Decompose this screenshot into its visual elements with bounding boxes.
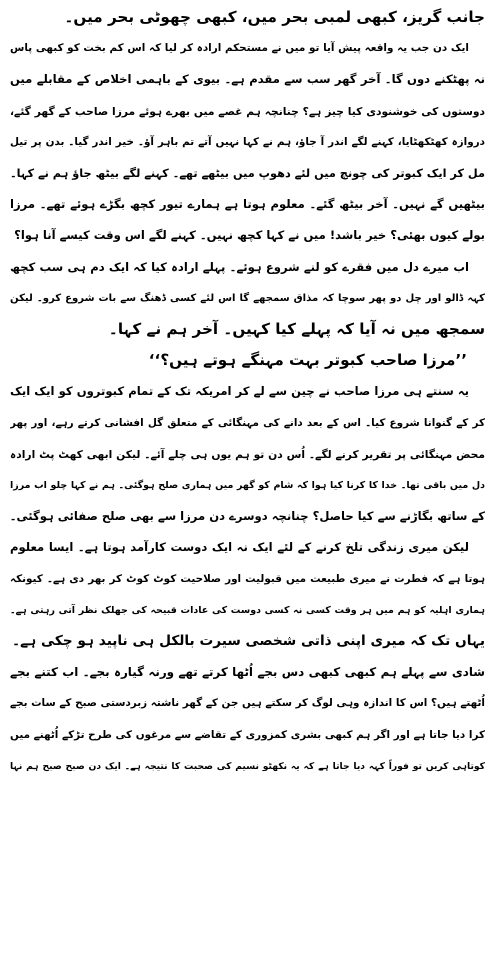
text-line: یہ سنتے ہی مرزا صاحب نے چین سے لے کر امریکہ تک کے تمام کبوتروں کو ایک ایک bbox=[10, 384, 469, 399]
text-line: لیکن میری زندگی تلخ کرنے کے لئے ایک نہ ایک دوست کارآمد ہوتا ہے۔ ایسا معلوم bbox=[10, 540, 469, 555]
text-line: مل کر ایک کبوتر کی چونچ میں لئے دھوپ میں بیٹھے تھے۔ کہنے لگے بیٹھ جاؤ ہم نے کہا۔ bbox=[10, 167, 485, 181]
text-line: نہ پھٹکنے دوں گا۔ آخر گھر سب سے مقدم ہے۔ بیوی کے باہمی اخلاص کے مقابلے میں bbox=[10, 72, 485, 87]
text-line: یہاں تک کہ میری اپنی ذاتی شخصی سیرت بالکل ہی ناپید ہو چکی ہے۔ bbox=[12, 633, 485, 650]
text-line: دوستوں کی خوشنودی کیا چیز ہے؟ چنانچہ ہم غصے میں بھرے ہوئے مرزا صاحب کے گھر گئے، bbox=[10, 104, 485, 118]
text-line: کرا دیا جاتا ہے اور اگر ہم کبھی بشری کمزوری کے تقاضے سے مرغوں کی طرح تڑکے اُٹھنے میں bbox=[10, 728, 485, 741]
text-line: جانب گریز، کبھی لمبی بحر میں، کبھی چھوٹی بحر میں۔ bbox=[64, 8, 485, 26]
text-line: اب میرے دل میں فقرے کو لنے شروع ہوئے۔ پہلے ارادہ کیا کہ ایک دم ہی سب کچھ bbox=[10, 259, 469, 274]
text-line: کوتاہی کریں تو فوراً کہہ دیا جاتا ہے کہ یہ نکھٹو نسیم کی صحبت کا نتیجہ ہے۔ ایک دن صبح صبح ہم نہا bbox=[10, 760, 485, 772]
text-line: محض مہنگائی پر تقریر کرنے لگے۔ اُس دن تو ہم یوں ہی چلے آئے۔ لیکن ابھی کھٹ پٹ ارادہ bbox=[10, 447, 485, 461]
text-line: کہہ ڈالو اور چل دو پھر سوچا کہ مذاق سمجھے گا اس لئے کسی ڈھنگ سے بات شروع کرو۔ لیکن bbox=[10, 292, 485, 304]
text-line: سمجھ میں نہ آیا کہ پہلے کیا کہیں۔ آخر ہم نے کہا۔ bbox=[108, 320, 485, 339]
text-line: شادی سے پہلے ہم کبھی کبھی دس بجے اُٹھا کرتے تھے ورنہ گیارہ بجے۔ اب کتنے بجے bbox=[10, 665, 485, 680]
text-line: اُٹھتے ہیں؟ اس کا اندازہ وہی لوگ کر سکتے ہیں جن کے گھر ناشتہ زبردستی صبح کے سات بجے bbox=[10, 697, 485, 710]
quoted-line: ’’مرزا صاحب کبوتر بہت مہنگے ہوتے ہیں؟‘‘ bbox=[148, 351, 467, 370]
text-line: کے ساتھ بگاڑنے سے کیا حاصل؟ چنانچہ دوسرے دن مرزا سے بھی صلح صفائی ہوگئی۔ bbox=[10, 509, 485, 524]
text-line: بیٹھیں گے نہیں۔ آخر بیٹھ گئے۔ معلوم ہوتا ہے ہمارے تیور کچھ بگڑے ہوئے تھے۔ مرزا bbox=[10, 197, 485, 212]
text-line: ایک دن جب یہ واقعہ پیش آیا تو میں نے مستحکم ارادہ کر لیا کہ اس کم بخت کو کبھی پاس bbox=[10, 42, 469, 55]
text-line: ہماری اہلیہ کو ہم میں ہر وقت کسی نہ کسی دوست کی عادات قبیحہ کی جھلک نظر آتی رہتی ہے۔ bbox=[10, 604, 485, 616]
text-line: بولے کیوں بھئی؟ خیر باشد! میں نے کہا کچھ نہیں۔ کہنے لگے اس وقت کیسے آنا ہوا؟ bbox=[14, 228, 485, 243]
text-line: دروازہ کھٹکھٹایا، کہنے لگے اندر آ جاؤ، ہم نے کہا نہیں آتے تم باہر آؤ۔ خیر اندر گیا۔ بدن پر تیل bbox=[10, 135, 485, 148]
text-line: کر کے گنوانا شروع کیا۔ اس کے بعد دانے کی مہنگائی کے متعلق گل افشانی کرتے رہے، اور پھر bbox=[10, 416, 485, 429]
text-line: ہوتا ہے کہ فطرت نے میری طبیعت میں قبولیت اور صلاحیت کوٹ کوٹ کر بھر دی ہے۔ کیونکہ bbox=[10, 572, 485, 585]
text-line: دل میں باقی تھا۔ خدا کا کرنا کیا ہوا کہ شام کو گھر میں ہماری صلح ہوگئی۔ ہم نے کہا چلو اب مرزا bbox=[10, 480, 485, 492]
